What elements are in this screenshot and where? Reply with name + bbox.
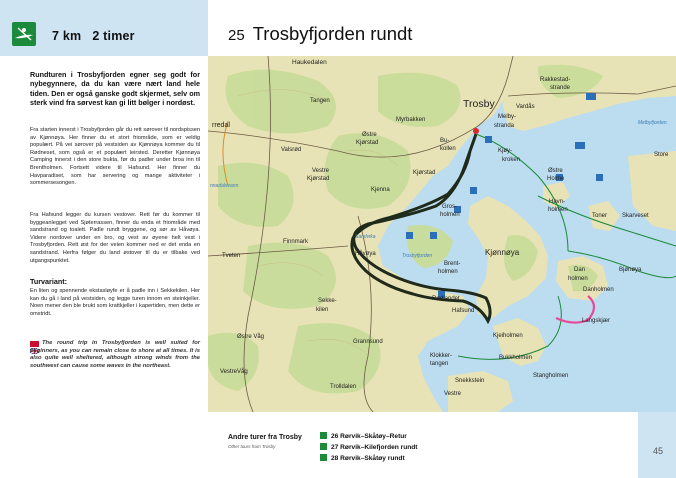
- map-label: Stangholmen: [533, 373, 569, 379]
- other-tour-link[interactable]: [320, 432, 407, 442]
- map-label: VestreVåg: [220, 369, 248, 375]
- route-number: 25: [228, 27, 245, 44]
- map-label: Finnmark: [283, 239, 309, 245]
- kayak-icon: [12, 22, 36, 46]
- map-label: Skarveset: [622, 213, 649, 219]
- map-label: Hafsund: [452, 308, 475, 314]
- other-tours-subtitle: Other tours from Trosby: [228, 444, 276, 449]
- map-label: Holme: [547, 176, 565, 182]
- route-title: [228, 23, 412, 45]
- map-label: kilen: [316, 307, 329, 313]
- map-label: Melby-: [498, 114, 517, 120]
- distance-value: 7 km: [52, 29, 82, 43]
- map-label: Grannsund: [353, 339, 383, 345]
- map-label: Østre: [548, 168, 563, 174]
- map-label: Store: [654, 152, 669, 158]
- body-paragraph-3: En liten og spennende ekstasløyfe er å padle inn i Sekkekilen. Her kan du gå i land på vestsiden, og legge turen innom en steinkjeller. Noen mener den ble brukt som krattkjeller i kapertiden, men dette er omstridt.: [30, 288, 200, 317]
- other-tour-label: 28 Rørvik–Skåtøy rundt: [331, 455, 405, 462]
- map-label: Sekke-: [318, 298, 337, 304]
- map-label: Tangen: [310, 98, 330, 104]
- map-label: Gros-: [442, 204, 457, 210]
- left-text-column: [0, 0, 208, 478]
- map-label: Vestre: [444, 391, 462, 397]
- map-label: Tveten: [222, 253, 241, 259]
- english-summary-text: The round trip in Trosbyfjorden is well suited for beginners, as you can remain close to shore at all times. It is also quite well sheltered, although strong winds from the southwest can cause some waves in the northeast.: [30, 340, 200, 369]
- map-label: Østre Våg: [237, 334, 265, 340]
- map-label: Dan: [574, 267, 586, 273]
- map-label: Bukkholmen: [499, 355, 533, 361]
- map-label: Havn-: [549, 199, 566, 205]
- footer: [208, 412, 676, 478]
- map-label: stranda: [494, 123, 515, 129]
- distance-duration: [52, 29, 135, 43]
- page-number: 45: [653, 446, 664, 456]
- other-tour-label: 27 Rørvik–Kilefjorden rundt: [331, 444, 418, 451]
- start-marker: [473, 128, 479, 134]
- map-label: nnadalsvann: [210, 183, 239, 189]
- variant-heading: Turvariant:: [30, 277, 68, 286]
- left-header-band: [0, 0, 208, 56]
- other-tour-link[interactable]: [320, 454, 405, 464]
- map-label: Rødlandet: [432, 296, 460, 302]
- other-tour-link[interactable]: [320, 443, 417, 453]
- map-label: Danholmen: [583, 287, 614, 293]
- map-label: holmen: [440, 212, 460, 218]
- route-map[interactable]: [208, 56, 676, 412]
- map-label: Kjørstad: [307, 176, 330, 182]
- body-paragraph-1: Fra starten innerst i Trosbyfjorden går du rett sørover til nordspissen av Kjønnøya. Her finner du et stort friområde, som er veldig populært. På vei sørover på vestsiden av Kjønnøya kommer du til Rødneset, som også er et populært leirsted. Deretter Kjønnøya Camping innerst i den store bukta, før du padler under broa inn til Brentholmen. Fortsett videre til Hafsund. Her finner du Havparadiset, som har servering og mange aktiviteter i sommersesongen.: [30, 127, 200, 187]
- map-label: Klokker-: [430, 353, 453, 359]
- map-label: Kjønnøya: [485, 248, 520, 257]
- route-name: Trosbyfjorden rundt: [252, 23, 413, 44]
- map-label: kroken: [502, 157, 521, 163]
- other-tours-title: Andre turer fra Trosby: [228, 434, 302, 441]
- other-tour-label: 26 Rørvik–Skåtøy–Retur: [331, 433, 407, 440]
- intro-paragraph: Rundturen i Trosbyfjorden egner seg godt for nybegynnere, da du kan være nært land hele tiden. Den er også ganske godt skjermet, selv om sterk vind fra sørvest kan gi litt bølger i nordøst.: [30, 70, 200, 108]
- route-badge-icon: [320, 443, 327, 450]
- map-label: Bjønøya: [619, 267, 642, 273]
- map-label: Kjørstad: [356, 140, 379, 146]
- body-paragraph-2: Fra Hafsund legger du kursen vestover. Rett før du kommer til byggeanlegget ved Sjøterrassen, finner du enda et friområde med sandstrand og toalett. Padle rundt bryggene, og sør av Håvøya. Videre nordover under en bro, og vest av øyene helt vest i Trosbyfjorden. Rett øst for der veien kommer ned er det enda en sandstrand. Herfra følger du land østover til du er tilbake ved utgangspunktet.: [30, 212, 200, 264]
- map-label: Haukedalen: [292, 59, 327, 66]
- map-label: Melbyfjorden: [638, 120, 667, 126]
- route-badge-icon: [320, 454, 327, 461]
- map-label: holmen: [568, 276, 588, 282]
- map-label: Snekkstein: [455, 378, 485, 384]
- map-label: tangen: [430, 361, 449, 367]
- right-header: [208, 0, 676, 56]
- map-label: rredal: [212, 122, 230, 129]
- route-badge-icon: [320, 432, 327, 439]
- map-label: Trolldalen: [330, 384, 357, 390]
- map-label: Toner: [592, 213, 608, 219]
- map-label: holmen: [548, 207, 568, 213]
- map-label: Myrbakken: [396, 117, 426, 123]
- map-label: Vardås: [516, 104, 535, 110]
- map-label: Langskjær: [582, 318, 611, 324]
- map-label: Østre: [362, 132, 377, 138]
- map-label: Kjørstad: [413, 170, 436, 176]
- map-label: Bu-: [440, 138, 450, 144]
- map-label: Brent-: [444, 261, 461, 267]
- map-label: Trosbyfjorden: [402, 253, 433, 259]
- map-label: holmen: [438, 269, 458, 275]
- map-label: Trosby: [463, 98, 495, 110]
- map-label: Vestre: [312, 168, 330, 174]
- map-label: strande: [550, 85, 571, 91]
- map-label: Håvøya: [355, 251, 376, 257]
- map-label: kollen: [440, 146, 456, 152]
- map-label: Kjeiholmen: [493, 333, 523, 339]
- map-label: Kjenna: [371, 187, 390, 193]
- map-label: Rakkestad-: [540, 77, 571, 83]
- duration-value: 2 timer: [92, 29, 135, 43]
- map-label: Valsrød: [281, 147, 302, 153]
- page-number-strip: [638, 412, 676, 478]
- english-summary: [30, 340, 200, 370]
- map-label: Sandvika: [355, 234, 376, 240]
- map-label: Kjøy-: [498, 148, 512, 154]
